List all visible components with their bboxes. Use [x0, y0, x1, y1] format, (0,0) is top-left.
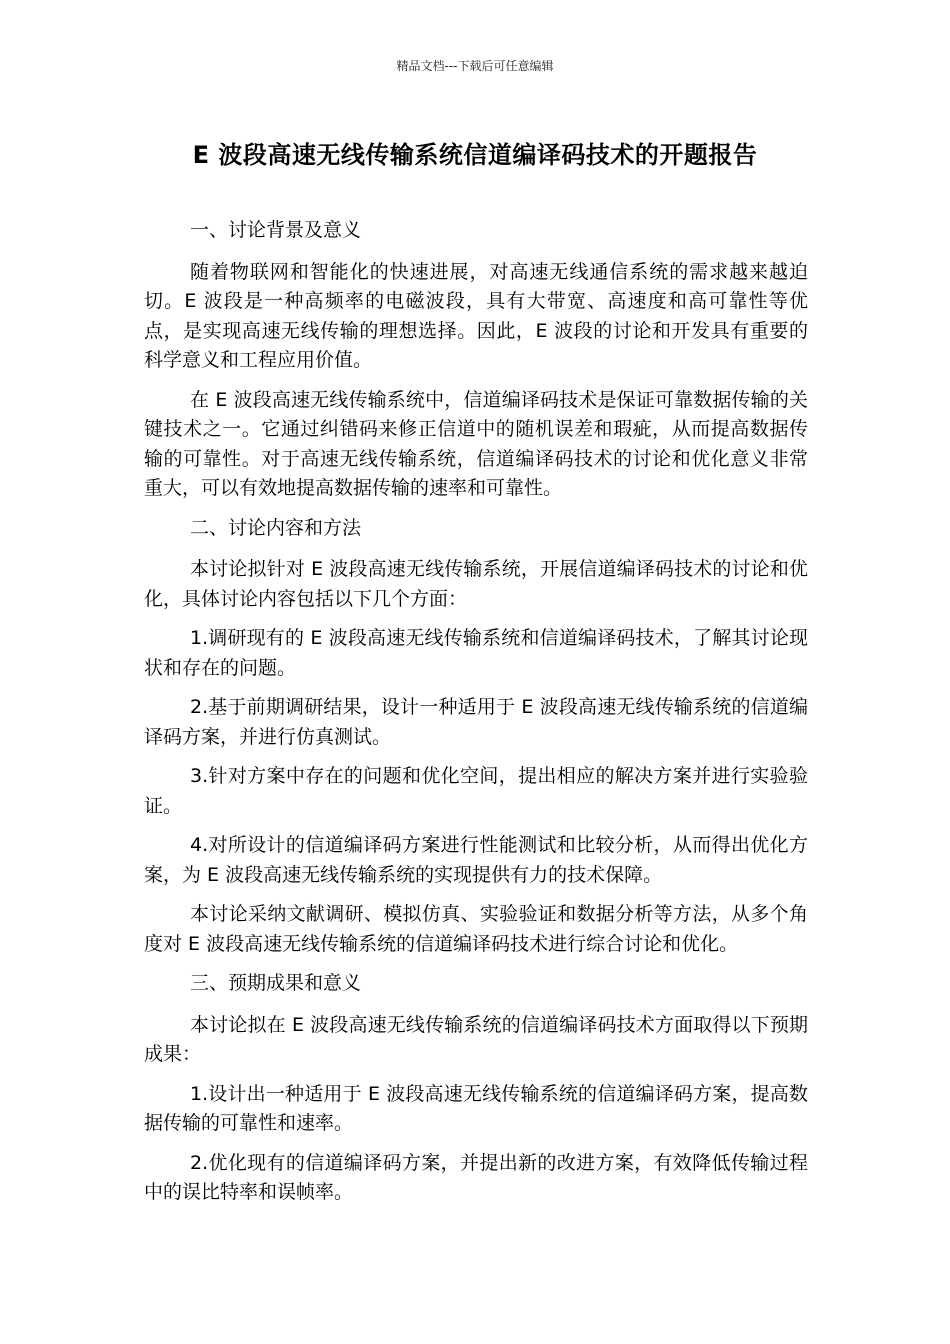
paragraph-method: 本讨论采纳文献调研、模拟仿真、实验验证和数据分析等方法，从多个角度对 E 波段高速无线传输系统的信道编译码技术进行综合讨论和优化。: [144, 903, 808, 955]
header-note: 精品文档---下载后可任意编辑: [396, 59, 554, 73]
paragraph-background-1: 随着物联网和智能化的快速进展，对高速无线通信系统的需求越来越迫切。E 波段是一种高频率的电磁波段，具有大带宽、高速度和高可靠性等优点，是实现高速无线传输的理想选择。因此，E 波段的讨论和开发具有重要的科学意义和工程应用价值。: [144, 260, 808, 371]
list-item-content-1: 1.调研现有的 E 波段高速无线传输系统和信道编译码技术，了解其讨论现状和存在的问题。: [144, 627, 808, 679]
list-item-content-4: 4.对所设计的信道编译码方案进行性能测试和比较分析，从而得出优化方案，为 E 波段高速无线传输系统的实现提供有力的技术保障。: [144, 834, 808, 886]
paragraph-expected-intro: 本讨论拟在 E 波段高速无线传输系统的信道编译码技术方面取得以下预期成果：: [144, 1013, 808, 1065]
list-item-content-3: 3.针对方案中存在的问题和优化空间，提出相应的解决方案并进行实验验证。: [144, 765, 808, 817]
list-item-expected-2: 2.优化现有的信道编译码方案，并提出新的改进方案，有效降低传输过程中的误比特率和误帧率。: [144, 1151, 808, 1203]
list-item-expected-1: 1.设计出一种适用于 E 波段高速无线传输系统的信道编译码方案，提高数据传输的可靠性和速率。: [144, 1082, 808, 1134]
section-heading-content-method: 二、讨论内容和方法: [190, 516, 362, 539]
document-title: E 波段高速无线传输系统信道编译码技术的开题报告: [192, 141, 758, 169]
paragraph-background-2: 在 E 波段高速无线传输系统中，信道编译码技术是保证可靠数据传输的关键技术之一。它通过纠错码来修正信道中的随机误差和瑕疵，从而提高数据传输的可靠性。对于高速无线传输系统，信道编译码技术的讨论和优化意义非常重大，可以有效地提高数据传输的速率和可靠性。: [144, 388, 808, 499]
section-heading-expected-results: 三、预期成果和意义: [190, 972, 362, 994]
list-item-content-2: 2.基于前期调研结果，设计一种适用于 E 波段高速无线传输系统的信道编译码方案，并进行仿真测试。: [144, 696, 808, 748]
section-heading-background: 一、讨论背景及意义: [190, 219, 362, 241]
document-body: [144, 216, 808, 1218]
paragraph-content-intro: 本讨论拟针对 E 波段高速无线传输系统，开展信道编译码技术的讨论和优化，具体讨论内容包括以下几个方面：: [144, 558, 808, 610]
